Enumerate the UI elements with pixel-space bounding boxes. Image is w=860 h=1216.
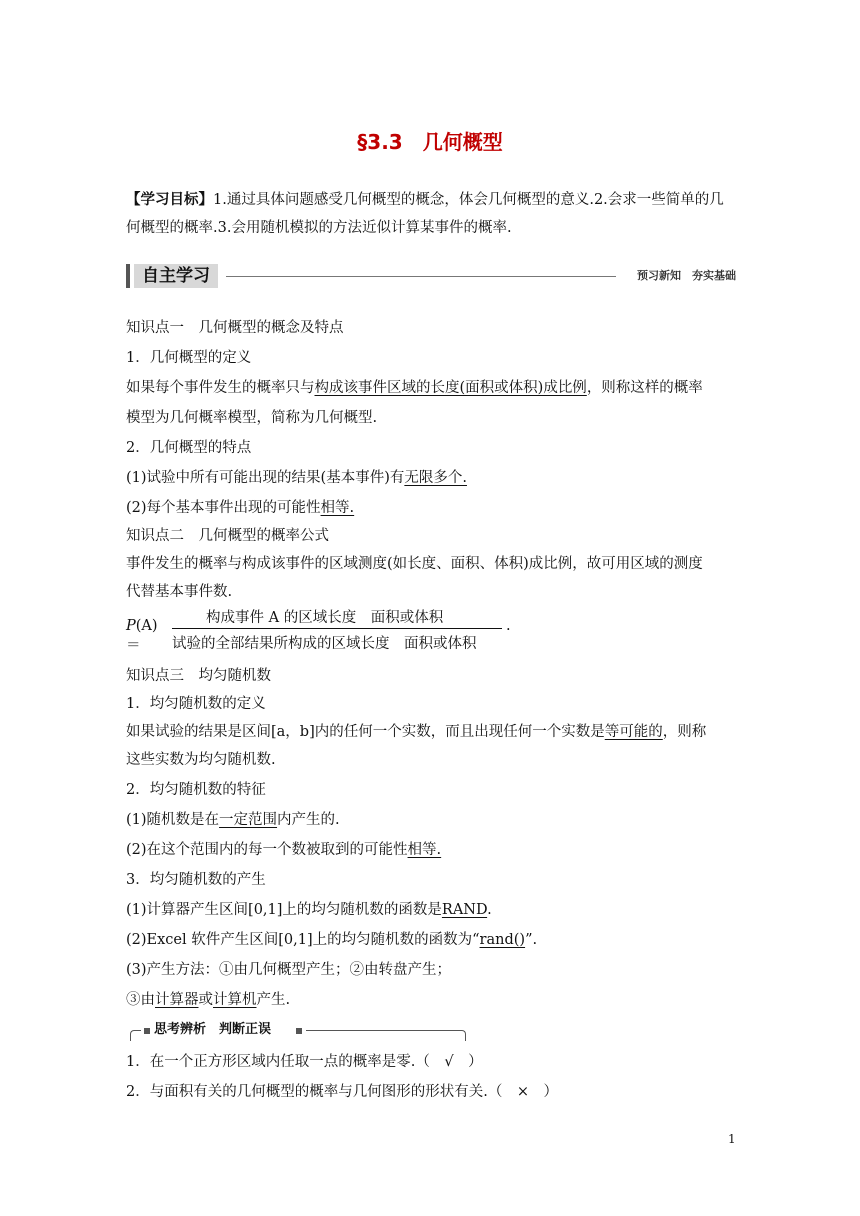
underlined-answer: 等可能的: [604, 724, 663, 740]
text-span: 内产生的.: [277, 812, 340, 828]
learning-goals: [126, 186, 736, 242]
underlined-answer: 相等.: [407, 842, 442, 858]
k3-sub2: 2．均匀随机数的特征: [126, 782, 266, 798]
k1-definition-cont: 模型为几何概率模型，简称为几何概型.: [126, 410, 378, 426]
text-span: 产生.: [256, 992, 291, 1008]
k1-sub1: 1．几何概型的定义: [126, 350, 252, 366]
think-rule: [306, 1030, 456, 1031]
underlined-answer: RAND: [441, 902, 488, 918]
section-rule: [226, 276, 616, 277]
k2-line2: 代替基本事件数.: [126, 584, 233, 600]
goals-tag: 【学习目标】: [126, 191, 213, 208]
formula-denominator: 试验的全部结果所构成的区域长度 面积或体积: [172, 636, 477, 652]
text-span: (1)计算器产生区间[0,1]上的均匀随机数的函数是: [126, 902, 442, 918]
goals-text: 1.通过具体问题感受几何概型的概念，体会几何概型的意义.2.会求一些简单的几何概型的概率.3.会用随机模拟的方法近似计算某事件的概率.: [126, 192, 724, 236]
k3-sub1: 1．均匀随机数的定义: [126, 696, 266, 712]
think-q1: 1．在一个正方形区域内任取一点的概率是零.（ √ ）: [126, 1054, 483, 1070]
frame-corner: [130, 1030, 141, 1041]
text-span: (2)Excel 软件产生区间[0,1]上的均匀随机数的函数为“: [126, 932, 480, 948]
underlined-answer: 相等.: [320, 500, 355, 516]
text-span: ③由: [126, 992, 155, 1008]
page-number: 1: [728, 1132, 736, 1146]
text-span: ，则称这样的概率: [586, 380, 703, 396]
text-span: ，则称: [662, 724, 707, 740]
k3-definition: [126, 720, 706, 741]
k3-feature1: [126, 808, 340, 829]
k1-point2: [126, 496, 354, 517]
k1-definition: [126, 376, 703, 397]
k1-point1: [126, 466, 467, 487]
text-span: (1)试验中所有可能出现的结果(基本事件)有: [126, 470, 405, 486]
k1-heading: 知识点一 几何概型的概念及特点: [126, 320, 344, 336]
section-bar: [126, 264, 130, 288]
text-span: ”.: [525, 932, 538, 948]
k3-definition-cont: 这些实数为均匀随机数.: [126, 752, 276, 768]
k2-line1: 事件发生的概率与构成该事件的区域测度(如长度、面积、体积)成比例，故可用区域的测度: [126, 556, 703, 572]
k3-gen2: [126, 928, 537, 949]
underlined-answer: 一定范围: [219, 812, 278, 828]
think-q2: 2．与面积有关的几何概型的概率与几何图形的形状有关.（ × ）: [126, 1084, 558, 1100]
page-title: §3.3 几何概型: [357, 130, 503, 154]
text-span: P: [126, 618, 136, 634]
frame-corner: [455, 1030, 466, 1041]
formula-numerator: 构成事件 A 的区域长度 面积或体积: [206, 610, 444, 626]
fraction-bar: [172, 628, 502, 629]
underlined-answer: 构成该事件区域的长度(面积或体积)成比例: [314, 380, 587, 396]
formula-period: .: [506, 618, 511, 634]
square-bullet-icon: [144, 1028, 150, 1034]
underlined-answer: 无限多个.: [404, 470, 467, 486]
k3-sub3: 3．均匀随机数的产生: [126, 872, 266, 888]
section-header: [126, 264, 736, 288]
underlined-answer: 计算器: [155, 992, 199, 1008]
think-header: [130, 1022, 466, 1040]
k3-heading: 知识点三 均匀随机数: [126, 668, 271, 684]
text-span: .: [487, 902, 492, 918]
underlined-answer: 计算机: [213, 992, 257, 1008]
text-span: 如果每个事件发生的概率只与: [126, 380, 315, 396]
square-bullet-icon: [296, 1028, 302, 1034]
k1-sub2: 2．几何概型的特点: [126, 440, 252, 456]
text-span: (2)每个基本事件出现的可能性: [126, 500, 321, 516]
section-subtitle: 预习新知 夯实基础: [637, 269, 736, 282]
formula-lhs: [126, 618, 158, 655]
k3-gen3: (3)产生方法：①由几何概型产生；②由转盘产生；: [126, 962, 452, 978]
underlined-answer: rand(): [479, 932, 526, 948]
k3-feature2: [126, 838, 441, 859]
text-span: 如果试验的结果是区间[a，b]内的任何一个实数，而且出现任何一个实数是: [126, 724, 605, 740]
text-span: (1)随机数是在: [126, 812, 220, 828]
think-label: 思考辨析 判断正误: [154, 1022, 272, 1037]
k2-heading: 知识点二 几何概型的概率公式: [126, 528, 329, 544]
k3-gen1: [126, 898, 492, 919]
text-span: (2)在这个范围内的每一个数被取到的可能性: [126, 842, 408, 858]
text-span: 或: [198, 992, 213, 1008]
k3-gen4: [126, 988, 290, 1009]
section-label: 自主学习: [134, 264, 218, 288]
text-span: (A)＝: [126, 618, 158, 654]
